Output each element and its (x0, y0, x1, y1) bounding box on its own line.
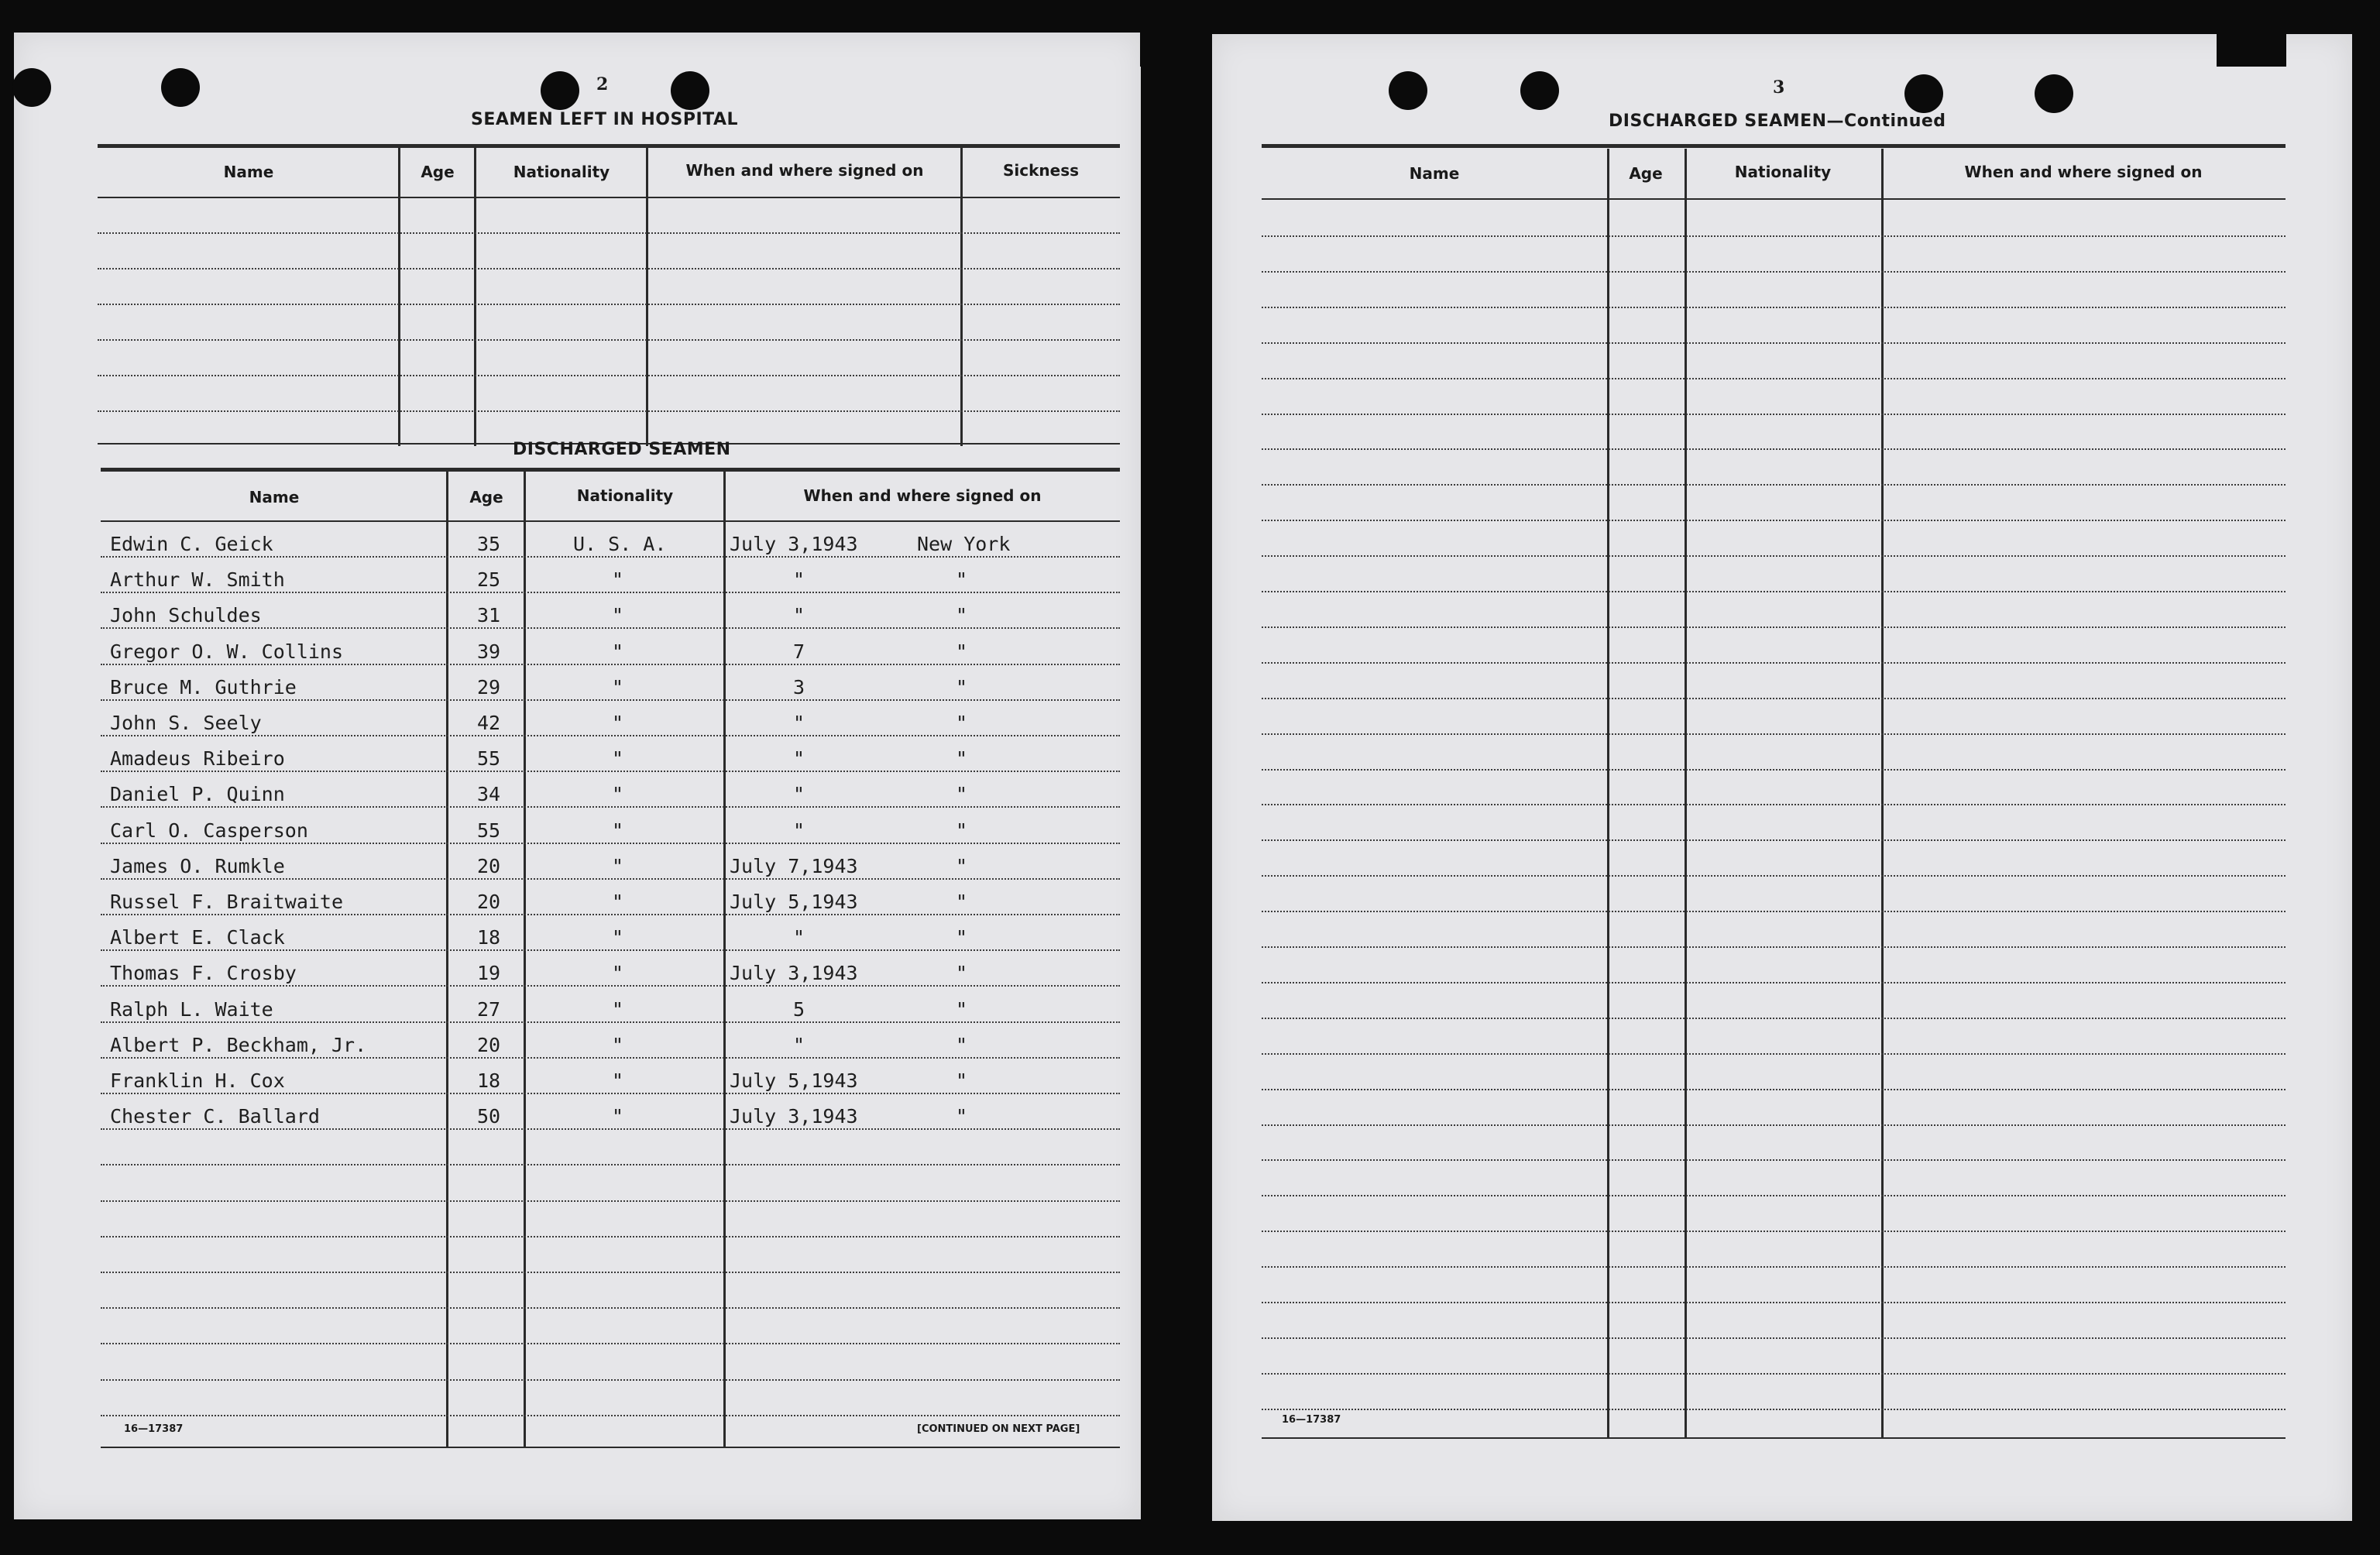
seaman-age: 25 (477, 568, 501, 591)
seaman-age: 31 (477, 604, 501, 626)
row-rule (101, 556, 1120, 558)
hospital-section-title: SEAMEN LEFT IN HOSPITAL (471, 110, 739, 129)
row-rule (101, 699, 1120, 701)
signed-on-place: " (956, 747, 968, 770)
row-rule (98, 410, 1120, 412)
seaman-nationality: " (612, 998, 624, 1021)
column-divider (960, 147, 963, 446)
punch-hole (541, 71, 579, 110)
seaman-age: 27 (477, 998, 501, 1021)
row-rule (1262, 875, 2286, 877)
row-rule (1262, 982, 2286, 983)
signed-on-date: July 3,1943 (730, 533, 858, 555)
col-header-name: Name (249, 488, 300, 506)
signed-on-place: " (956, 962, 968, 984)
row-rule (1262, 1159, 2286, 1161)
column-divider (646, 147, 648, 446)
seaman-name: Gregor O. W. Collins (110, 640, 344, 663)
discharged-section-title: DISCHARGED SEAMEN (513, 440, 731, 459)
row-rule (101, 843, 1120, 844)
seaman-age: 20 (477, 891, 501, 913)
signed-on-date: July 3,1943 (730, 1105, 858, 1128)
signed-on-place: " (956, 783, 968, 805)
col-header-nationality: Nationality (513, 163, 610, 181)
signed-on-place: " (956, 855, 968, 877)
col-header-name: Name (223, 163, 274, 181)
row-rule (101, 1128, 1120, 1130)
row-rule (1262, 733, 2286, 735)
row-rule (1262, 1337, 2286, 1339)
seaman-age: 19 (477, 962, 501, 984)
seaman-nationality: " (612, 819, 624, 842)
row-rule (101, 1379, 1120, 1381)
header-bottom-rule (1262, 198, 2286, 200)
signed-on-place: " (956, 926, 968, 949)
row-rule (1262, 839, 2286, 841)
row-rule (101, 1200, 1120, 1202)
seaman-nationality: " (612, 1034, 624, 1056)
seaman-name: Arthur W. Smith (110, 568, 285, 591)
row-rule (101, 914, 1120, 915)
row-rule (1262, 414, 2286, 415)
signed-on-date: " (793, 783, 805, 805)
signed-on-date: " (793, 712, 805, 734)
tape-strip (2217, 31, 2286, 67)
row-rule (98, 232, 1120, 234)
seaman-name: Russel F. Braitwaite (110, 891, 344, 913)
seaman-name: James O. Rumkle (110, 855, 285, 877)
row-rule (101, 1093, 1120, 1094)
tape-strip (1140, 31, 1211, 67)
table-top-rule (101, 468, 1120, 472)
row-rule (98, 268, 1120, 269)
seaman-age: 29 (477, 676, 501, 699)
row-rule (1262, 1124, 2286, 1126)
row-rule (101, 1343, 1120, 1344)
row-rule (1262, 235, 2286, 237)
header-bottom-rule (98, 197, 1120, 198)
signed-on-place: New York (917, 533, 1011, 555)
seaman-nationality: " (612, 1069, 624, 1092)
table-top-rule (98, 144, 1120, 148)
column-divider (446, 471, 448, 1448)
signed-on-date: 7 (793, 640, 805, 663)
row-rule (1262, 769, 2286, 771)
seaman-name: Amadeus Ribeiro (110, 747, 285, 770)
punch-hole (671, 71, 709, 110)
seaman-age: 42 (477, 712, 501, 734)
seaman-name: Ralph L. Waite (110, 998, 273, 1021)
row-rule (1262, 1266, 2286, 1268)
seaman-nationality: " (612, 1105, 624, 1128)
row-rule (1262, 591, 2286, 592)
col-header-age: Age (469, 488, 503, 506)
seaman-nationality: " (612, 747, 624, 770)
row-rule (1262, 1053, 2286, 1055)
table-bottom-rule (101, 1447, 1120, 1448)
row-rule (1262, 804, 2286, 805)
signed-on-place: " (956, 819, 968, 842)
row-rule (1262, 1018, 2286, 1019)
col-header-when-where: When and where signed on (1964, 163, 2203, 181)
continued-note: [CONTINUED ON NEXT PAGE] (917, 1423, 1080, 1435)
row-rule (101, 949, 1120, 951)
col-header-when-where: When and where signed on (685, 161, 924, 180)
row-rule (101, 1236, 1120, 1237)
row-rule (98, 375, 1120, 376)
col-header-age: Age (1629, 164, 1663, 183)
seaman-age: 18 (477, 926, 501, 949)
col-header-when-where: When and where signed on (803, 486, 1042, 505)
row-rule (1262, 484, 2286, 486)
punch-hole (12, 68, 51, 107)
row-rule (101, 1415, 1120, 1416)
column-divider (474, 147, 476, 446)
seaman-age: 20 (477, 1034, 501, 1056)
col-header-name: Name (1409, 164, 1460, 183)
row-rule (1262, 342, 2286, 344)
seaman-nationality: " (612, 926, 624, 949)
row-rule (101, 771, 1120, 772)
seaman-nationality: " (612, 712, 624, 734)
column-divider (398, 147, 400, 446)
seaman-nationality: " (612, 783, 624, 805)
seaman-age: 50 (477, 1105, 501, 1128)
row-rule (1262, 698, 2286, 699)
row-rule (1262, 662, 2286, 664)
row-rule (101, 806, 1120, 808)
row-rule (101, 1307, 1120, 1309)
row-rule (1262, 1373, 2286, 1375)
column-divider (723, 471, 726, 1448)
row-rule (1262, 555, 2286, 557)
row-rule (1262, 1231, 2286, 1232)
seaman-name: Thomas F. Crosby (110, 962, 297, 984)
signed-on-date: July 3,1943 (730, 962, 858, 984)
row-rule (1262, 626, 2286, 628)
signed-on-date: July 5,1943 (730, 1069, 858, 1092)
seaman-age: 20 (477, 855, 501, 877)
signed-on-place: " (956, 1034, 968, 1056)
seaman-name: John S. Seely (110, 712, 262, 734)
row-rule (1262, 1089, 2286, 1090)
left-page (14, 33, 1141, 1519)
page-number: 2 (596, 74, 609, 94)
row-rule (101, 1057, 1120, 1059)
seaman-nationality: " (612, 891, 624, 913)
seaman-age: 55 (477, 747, 501, 770)
row-rule (1262, 448, 2286, 450)
signed-on-date: " (793, 604, 805, 626)
col-header-age: Age (421, 163, 455, 181)
row-rule (1262, 520, 2286, 521)
signed-on-place: " (956, 568, 968, 591)
seaman-age: 35 (477, 533, 501, 555)
signed-on-place: " (956, 676, 968, 699)
signed-on-place: " (956, 712, 968, 734)
punch-hole (2035, 74, 2073, 113)
row-rule (98, 339, 1120, 341)
punch-hole (1389, 71, 1427, 110)
seaman-nationality: U. S. A. (573, 533, 667, 555)
signed-on-date: " (793, 568, 805, 591)
seaman-name: Bruce M. Guthrie (110, 676, 297, 699)
row-rule (1262, 1409, 2286, 1410)
row-rule (101, 592, 1120, 593)
seaman-name: Carl O. Casperson (110, 819, 308, 842)
row-rule (98, 304, 1120, 305)
table-top-rule (1262, 144, 2286, 148)
form-number: 16—17387 (1282, 1414, 1341, 1426)
signed-on-date: 5 (793, 998, 805, 1021)
row-rule (1262, 307, 2286, 308)
seaman-name: John Schuldes (110, 604, 262, 626)
page-number: 3 (1773, 77, 1785, 98)
seaman-nationality: " (612, 568, 624, 591)
signed-on-date: " (793, 1034, 805, 1056)
seaman-name: Daniel P. Quinn (110, 783, 285, 805)
form-number: 16—17387 (124, 1423, 184, 1435)
signed-on-date: " (793, 819, 805, 842)
signed-on-place: " (956, 998, 968, 1021)
punch-hole (1904, 74, 1943, 113)
signed-on-place: " (956, 1105, 968, 1128)
signed-on-place: " (956, 640, 968, 663)
col-header-sickness: Sickness (1002, 161, 1080, 180)
right-page (1212, 34, 2352, 1521)
row-rule (101, 985, 1120, 987)
seaman-age: 55 (477, 819, 501, 842)
signed-on-date: " (793, 747, 805, 770)
seaman-age: 34 (477, 783, 501, 805)
seaman-name: Chester C. Ballard (110, 1105, 320, 1128)
seaman-name: Albert P. Beckham, Jr. (110, 1034, 367, 1056)
row-rule (101, 1021, 1120, 1023)
seaman-age: 18 (477, 1069, 501, 1092)
seaman-name: Edwin C. Geick (110, 533, 273, 555)
seaman-age: 39 (477, 640, 501, 663)
seaman-name: Franklin H. Cox (110, 1069, 285, 1092)
row-rule (101, 1164, 1120, 1165)
signed-on-place: " (956, 891, 968, 913)
column-divider (524, 471, 526, 1448)
signed-on-place: " (956, 604, 968, 626)
signed-on-date: 3 (793, 676, 805, 699)
col-header-nationality: Nationality (1734, 163, 1832, 181)
header-bottom-rule (101, 520, 1120, 522)
seaman-nationality: " (612, 855, 624, 877)
row-rule (101, 735, 1120, 736)
row-rule (1262, 911, 2286, 912)
row-rule (1262, 378, 2286, 379)
row-rule (101, 627, 1120, 629)
row-rule (101, 878, 1120, 880)
signed-on-date: " (793, 926, 805, 949)
row-rule (101, 1272, 1120, 1273)
punch-hole (1520, 71, 1559, 110)
page-title: DISCHARGED SEAMEN—Continued (1609, 112, 1946, 131)
seaman-nationality: " (612, 640, 624, 663)
signed-on-date: July 7,1943 (730, 855, 858, 877)
row-rule (1262, 1195, 2286, 1196)
signed-on-place: " (956, 1069, 968, 1092)
row-rule (1262, 1302, 2286, 1303)
signed-on-date: July 5,1943 (730, 891, 858, 913)
row-rule (1262, 946, 2286, 948)
seaman-nationality: " (612, 676, 624, 699)
table-bottom-rule (1262, 1437, 2286, 1439)
punch-hole (161, 68, 200, 107)
row-rule (101, 664, 1120, 665)
row-rule (1262, 271, 2286, 273)
seaman-nationality: " (612, 604, 624, 626)
seaman-name: Albert E. Clack (110, 926, 285, 949)
col-header-nationality: Nationality (576, 486, 674, 505)
seaman-nationality: " (612, 962, 624, 984)
